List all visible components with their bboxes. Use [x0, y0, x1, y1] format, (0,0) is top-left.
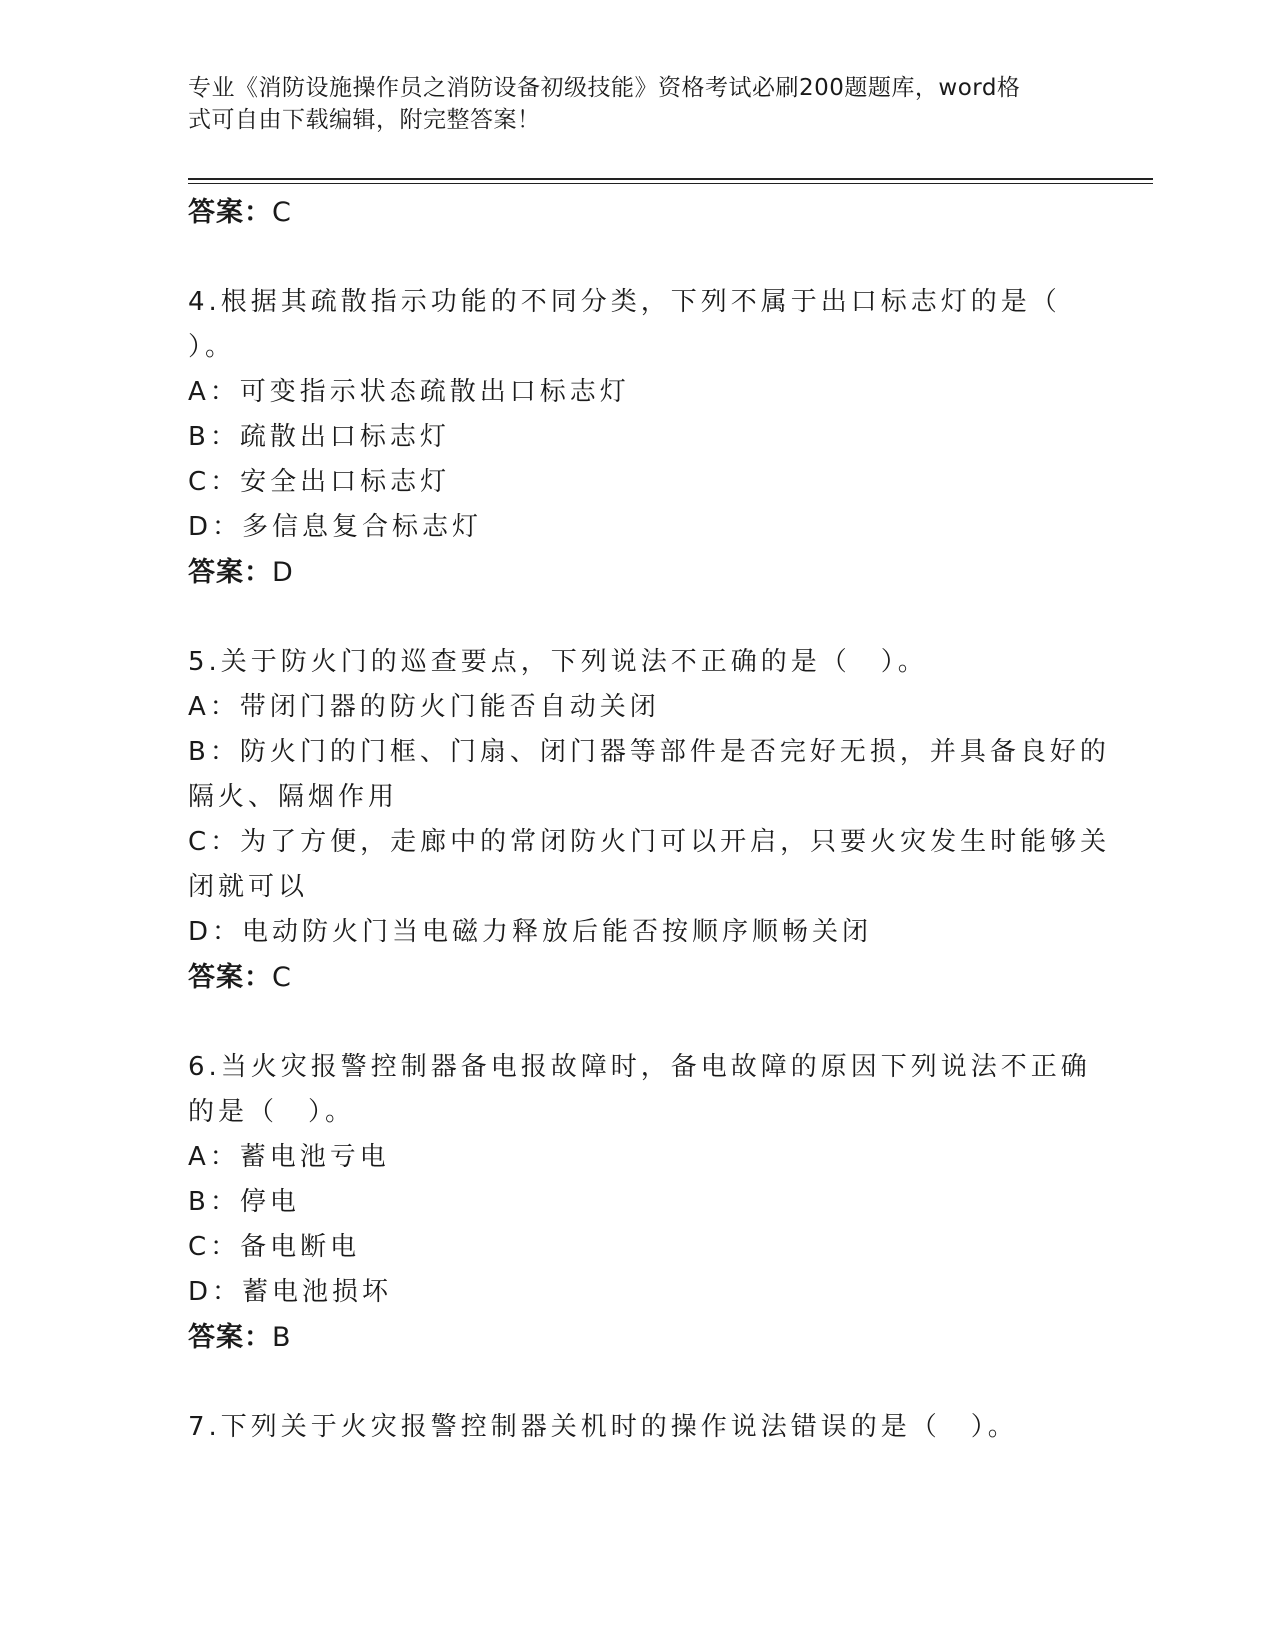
option-d: D：电动防火门当电磁力释放后能否按顺序顺畅关闭 [188, 917, 873, 947]
question-stem: 6.当火灾报警控制器备电报故障时，备电故障的原因下列说法不正确 [188, 1052, 1091, 1082]
header-rule-thin [188, 183, 1153, 184]
question-7 [188, 1405, 1088, 1450]
option-c: C：为了方便，走廊中的常闭防火门可以开启，只要火灾发生时能够关 [188, 827, 1111, 857]
option-b: B：防火门的门框、门扇、闭门器等部件是否完好无损，并具备良好的 [188, 737, 1110, 767]
answer-value: B [272, 1322, 292, 1353]
question-stem-continued: 的是（ ）。 [188, 1097, 356, 1127]
header-rule-thick [188, 178, 1153, 180]
question-stem: 7.下列关于火灾报警控制器关机时的操作说法错误的是（ ）。 [188, 1412, 1018, 1442]
question-6-answer [188, 1315, 1088, 1360]
option-a: A：可变指示状态疏散出口标志灯 [188, 377, 630, 407]
document-body [188, 190, 1111, 1450]
option-c: C：安全出口标志灯 [188, 467, 451, 497]
question-stem: 4.根据其疏散指示功能的不同分类，下列不属于出口标志灯的是（ [188, 287, 1061, 317]
answer-label: 答案： [188, 1322, 272, 1353]
option-b: B：疏散出口标志灯 [188, 422, 450, 452]
previous-answer [188, 190, 1088, 235]
header-line-1: 专业《消防设施操作员之消防设备初级技能》资格考试必刷200题题库，word格 [188, 75, 1021, 101]
answer-value: C [272, 962, 292, 993]
question-5-answer [188, 955, 1088, 1000]
question-stem-continued: ）。 [188, 332, 236, 362]
option-b-continued: 隔火、隔烟作用 [188, 782, 399, 812]
answer-label: 答案： [188, 197, 272, 228]
header-line-2: 式可自由下载编辑，附完整答案！ [188, 107, 541, 133]
option-d: D：多信息复合标志灯 [188, 512, 483, 542]
document-header [188, 72, 1068, 136]
question-6 [188, 1045, 1091, 1360]
option-b: B：停电 [188, 1187, 300, 1217]
answer-value: C [272, 197, 292, 228]
option-a: A：带闭门器的防火门能否自动关闭 [188, 692, 660, 722]
question-5 [188, 640, 1111, 1000]
option-d: D：蓄电池损坏 [188, 1277, 393, 1307]
option-c: C：备电断电 [188, 1232, 361, 1262]
answer-label: 答案： [188, 557, 272, 588]
answer-label: 答案： [188, 962, 272, 993]
option-a: A：蓄电池亏电 [188, 1142, 390, 1172]
option-c-continued: 闭就可以 [188, 872, 309, 902]
question-4-answer [188, 550, 1088, 595]
question-4 [188, 280, 1088, 595]
answer-value: D [272, 557, 294, 588]
question-stem: 5.关于防火门的巡查要点，下列说法不正确的是（ ）。 [188, 647, 928, 677]
